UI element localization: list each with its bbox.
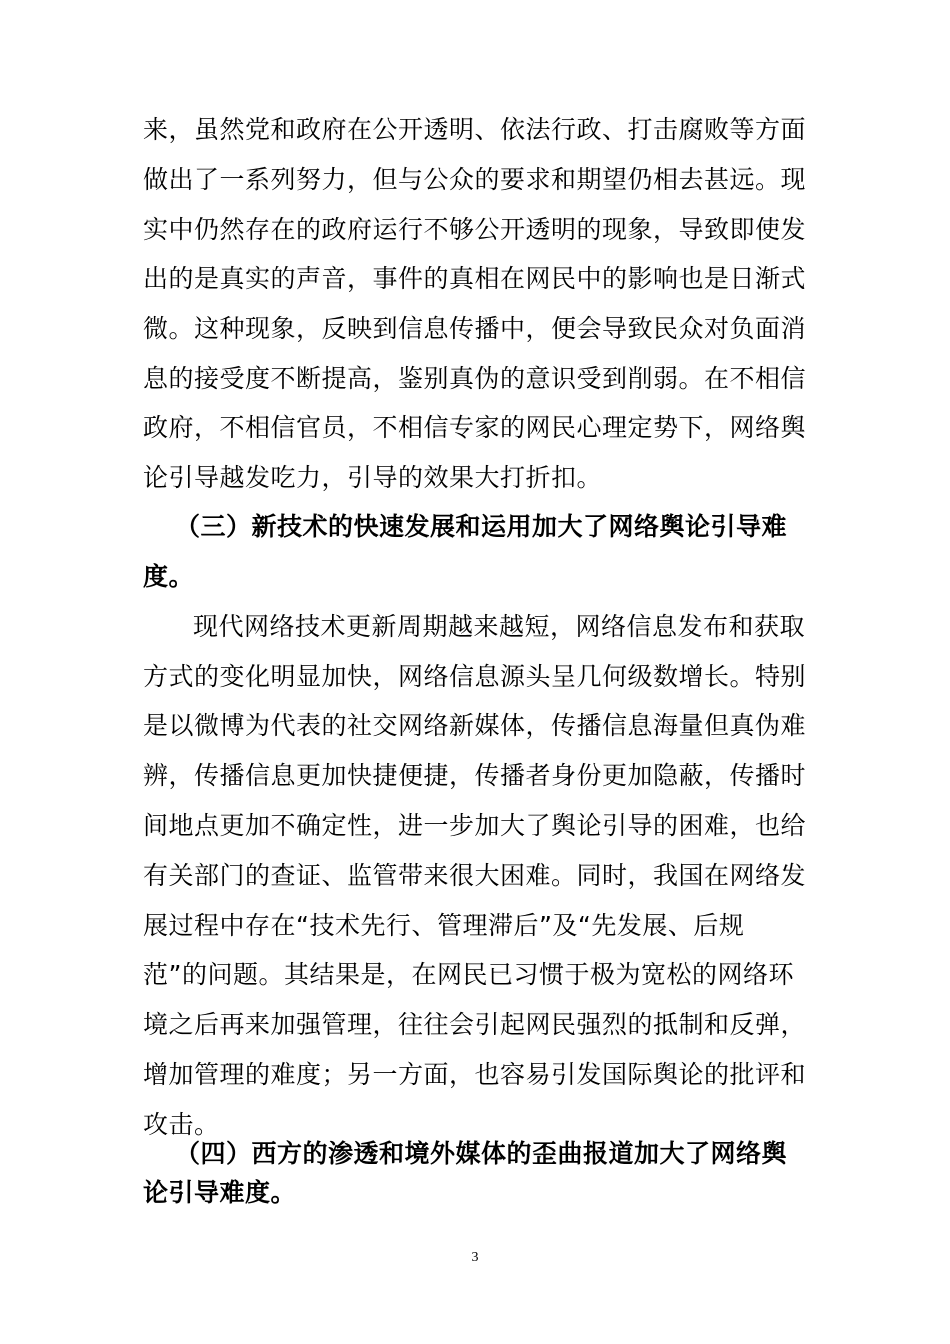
paragraph-line: 方式的变化明显加快，网络信息源头呈几何级数增长。特别 [143,662,807,691]
paragraph-line: 辨，传播信息更加快捷便捷，传播者身份更加隐蔽，传播时 [143,761,807,790]
paragraph-line: 间地点更加不确定性，进一步加大了舆论引导的困难，也给 [143,811,807,840]
paragraph-line: 论引导越发吃力，引导的效果大打折扣。 [143,463,603,492]
section-heading: （四）西方的渗透和境外媒体的歪曲报道加大了网络舆 [175,1139,788,1168]
paragraph-line: 微。这种现象，反映到信息传播中，便会导致民众对负面消 [143,314,807,343]
paragraph-line: 来，虽然党和政府在公开透明、依法行政、打击腐败等方面 [143,115,807,144]
page-number: 3 [471,1250,479,1265]
paragraph-line: 息的接受度不断提高，鉴别真伪的意识受到削弱。在不相信 [143,364,807,393]
paragraph-line: 政府，不相信官员，不相信专家的网民心理定势下，网络舆 [143,413,807,442]
paragraph-line: 做出了一系列努力，但与公众的要求和期望仍相去甚远。现 [143,165,807,194]
paragraph-line: 攻击。 [143,1110,220,1139]
paragraph-line: 是以微博为代表的社交网络新媒体，传播信息海量但真伪难 [143,711,807,740]
section-heading: 论引导难度。 [143,1178,297,1207]
paragraph-line: 增加管理的难度；另一方面，也容易引发国际舆论的批评和 [143,1060,807,1089]
paragraph-line: 现代网络技术更新周期越来越短，网络信息发布和获取 [193,612,806,641]
section-heading: （三）新技术的快速发展和运用加大了网络舆论引导难 [175,512,788,541]
paragraph-line: 出的是真实的声音，事件的真相在网民中的影响也是日渐式 [143,264,807,293]
section-heading: 度。 [143,562,195,591]
paragraph-line: 境之后再来加强管理，往往会引起网民强烈的抵制和反弹， [143,1010,807,1039]
paragraph-line: 有关部门的查证、监管带来很大困难。同时，我国在网络发 [143,861,807,890]
paragraph-line: 展过程中存在“技术先行、管理滞后”及“先发展、后规 [143,911,745,940]
paragraph-line: 范”的问题。其结果是，在网民已习惯于极为宽松的网络环 [143,960,794,989]
paragraph-line: 实中仍然存在的政府运行不够公开透明的现象，导致即使发 [143,215,807,244]
